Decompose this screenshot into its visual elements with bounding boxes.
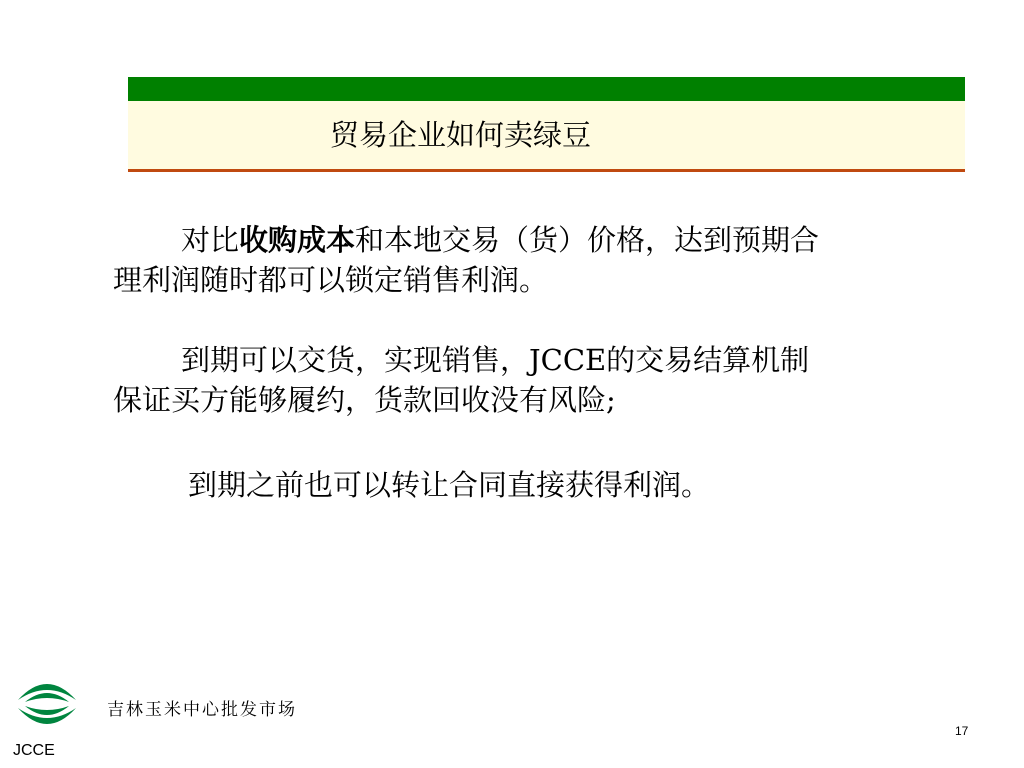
page-number: 17 [955,724,969,738]
logo-label: JCCE [13,742,55,759]
paragraph-text: 对比 [181,223,240,257]
paragraph-delivery [113,340,809,420]
title-band [128,77,965,173]
paragraph-text: 和本地交易（货）价格，达到预期合 [355,223,820,257]
emphasis-text: 收购成本 [239,223,356,257]
jcce-logo-icon [15,672,79,736]
paragraph-cost-comparison [113,220,819,300]
paragraph-text: 到期可以交货，实现销售，JCCE的交易结算机制 [181,343,810,377]
paragraph-text: 理利润随时都可以锁定销售利润。 [113,263,549,297]
market-name: 吉林玉米中心批发市场 [107,700,297,720]
title-underline [128,169,965,172]
paragraph-text: 保证买方能够履约，货款回收没有风险; [113,383,616,417]
title-green-bar [128,77,965,101]
slide-title: 贸易企业如何卖绿豆 [330,118,592,152]
paragraph-transfer: 到期之前也可以转让合同直接获得利润。 [188,468,711,502]
